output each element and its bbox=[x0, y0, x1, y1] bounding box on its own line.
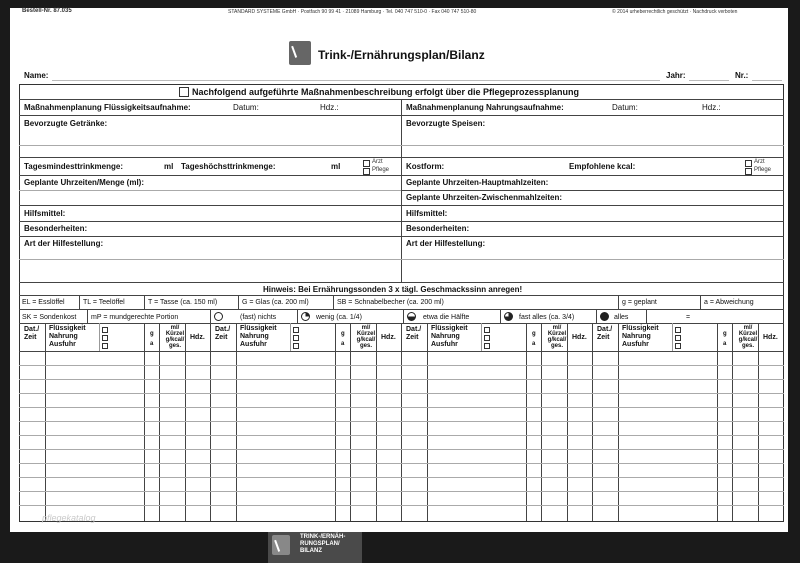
divider bbox=[19, 175, 402, 176]
full-circle-icon bbox=[600, 312, 609, 321]
divider bbox=[210, 309, 211, 324]
fluid-special-label: Besonderheiten: bbox=[24, 224, 88, 233]
writing-line bbox=[401, 259, 784, 260]
col-fluid-food-output: Flüssigkeit Nahrung Ausfuhr bbox=[49, 325, 86, 348]
footer-title-line3: BILANZ bbox=[300, 548, 322, 554]
table-header-line bbox=[19, 351, 784, 352]
food-help-label: Art der Hilfestellung: bbox=[406, 239, 486, 248]
col-g: g bbox=[532, 331, 536, 337]
type-checkbox[interactable] bbox=[293, 343, 299, 349]
col-ml-kcal: ml/ Kürzel g/kcal/ ges. bbox=[547, 325, 567, 349]
legend-all: alles bbox=[614, 314, 629, 321]
food-special-label: Besonderheiten: bbox=[406, 224, 470, 233]
max-fluid-label: Tageshöchsttrinkmenge: bbox=[181, 162, 276, 171]
divider bbox=[238, 295, 239, 309]
probe-hint: Hinweis: Bei Ernährungssonden 3 x tägl. Geschmackssinn anregen! bbox=[263, 285, 523, 294]
divider bbox=[596, 309, 597, 324]
legend-planned: g = geplant bbox=[622, 299, 657, 306]
col-a: a bbox=[150, 341, 154, 347]
col-ml-kcal: ml/ Kürzel g/kcal/ ges. bbox=[165, 325, 185, 349]
divider bbox=[144, 295, 145, 309]
type-checkbox[interactable] bbox=[484, 343, 490, 349]
col-fluid-food-output: Flüssigkeit Nahrung Ausfuhr bbox=[431, 325, 468, 348]
column-line bbox=[290, 323, 291, 351]
column-line bbox=[481, 323, 482, 351]
col-a: a bbox=[723, 341, 727, 347]
col-g: g bbox=[150, 331, 154, 337]
empty-circle-icon bbox=[214, 312, 223, 321]
three-quarter-circle-icon bbox=[504, 312, 513, 321]
col-ml-kcal: ml/ Kürzel g/kcal/ ges. bbox=[738, 325, 758, 349]
type-checkbox[interactable] bbox=[484, 335, 490, 341]
table-row[interactable] bbox=[19, 491, 784, 492]
order-number: Bestell-Nr. 87.035 bbox=[22, 8, 72, 14]
copyright-note: © 2014 urheberrechtlich geschützt · Nachdruck verboten bbox=[612, 9, 738, 15]
legend-almost-all: fast alles (ca. 3/4) bbox=[519, 314, 575, 321]
col-ml-kcal: ml/ Kürzel g/kcal/ ges. bbox=[356, 325, 376, 349]
table-row[interactable] bbox=[19, 435, 784, 436]
column-line bbox=[672, 323, 673, 351]
type-checkbox[interactable] bbox=[102, 327, 108, 333]
fluid-care-checkbox[interactable] bbox=[363, 168, 370, 175]
col-a: a bbox=[341, 341, 345, 347]
col-date-time: Dat./ Zeit bbox=[406, 326, 422, 341]
preferred-drinks-label: Bevorzugte Getränke: bbox=[24, 119, 108, 128]
col-date-time: Dat./ Zeit bbox=[215, 326, 231, 341]
food-doctor-label: Arzt bbox=[754, 159, 765, 165]
legend-nothing: (fast) nichts bbox=[240, 314, 277, 321]
divider bbox=[19, 309, 784, 310]
divider bbox=[79, 295, 80, 309]
food-doctor-checkbox[interactable] bbox=[745, 160, 752, 167]
table-row[interactable] bbox=[19, 393, 784, 394]
process-planning-checkbox[interactable] bbox=[179, 87, 189, 97]
fluid-aids-label: Hilfsmittel: bbox=[24, 209, 66, 218]
divider bbox=[19, 221, 402, 222]
table-row[interactable] bbox=[19, 379, 784, 380]
table-row[interactable] bbox=[19, 365, 784, 366]
column-divider bbox=[401, 99, 402, 283]
main-meals-label: Geplante Uhrzeiten-Hauptmahlzeiten: bbox=[406, 178, 549, 187]
divider bbox=[19, 205, 402, 206]
divider bbox=[403, 309, 404, 324]
col-hdz: Hdz. bbox=[763, 334, 778, 341]
food-date-label: Datum: bbox=[612, 103, 638, 112]
company-info: STANDARD SYSTEME GmbH · Postfach 90 99 41 · 21089 Hamburg · Tel. 040 747 510-0 · Fax 040 747 510-80 bbox=[228, 9, 477, 15]
fluid-date-label: Datum: bbox=[233, 103, 259, 112]
type-checkbox[interactable] bbox=[484, 327, 490, 333]
divider bbox=[19, 115, 402, 116]
col-date-time: Dat./ Zeit bbox=[24, 326, 40, 341]
writing-line bbox=[19, 145, 402, 146]
col-hdz: Hdz. bbox=[572, 334, 587, 341]
legend-sk: SK = Sondenkost bbox=[22, 314, 77, 321]
divider bbox=[500, 309, 501, 324]
legend-g: G = Glas (ca. 200 ml) bbox=[242, 299, 309, 306]
product-logo-icon bbox=[272, 535, 290, 555]
col-hdz: Hdz. bbox=[190, 334, 205, 341]
legend-mp: mP = mundgerechte Portion bbox=[91, 314, 179, 321]
legend-half: etwa die Hälfte bbox=[423, 314, 470, 321]
divider bbox=[19, 295, 784, 296]
divider bbox=[401, 157, 784, 158]
writing-line bbox=[401, 145, 784, 146]
diet-type-label: Kostform: bbox=[406, 162, 445, 171]
type-checkbox[interactable] bbox=[675, 327, 681, 333]
col-fluid-food-output: Flüssigkeit Nahrung Ausfuhr bbox=[240, 325, 277, 348]
legend-deviation: a = Abweichung bbox=[704, 299, 754, 306]
col-hdz: Hdz. bbox=[381, 334, 396, 341]
divider bbox=[333, 295, 334, 309]
number-line[interactable] bbox=[752, 80, 782, 81]
divider bbox=[618, 295, 619, 309]
max-fluid-unit: ml bbox=[331, 162, 341, 171]
table-row[interactable] bbox=[19, 421, 784, 422]
legend-t: T = Tasse (ca. 150 ml) bbox=[148, 299, 218, 306]
col-a: a bbox=[532, 341, 536, 347]
type-checkbox[interactable] bbox=[102, 335, 108, 341]
planned-times-label: Geplante Uhrzeiten/Menge (ml): bbox=[24, 178, 145, 187]
divider bbox=[646, 309, 647, 324]
legend-tl: TL = Teelöffel bbox=[83, 299, 125, 306]
food-planning-heading: Maßnahmenplanung Nahrungsaufnahme: bbox=[406, 103, 564, 112]
table-row[interactable] bbox=[19, 505, 784, 506]
type-checkbox[interactable] bbox=[675, 343, 681, 349]
food-hdz-label: Hdz.: bbox=[702, 103, 721, 112]
divider bbox=[401, 190, 784, 191]
divider bbox=[19, 157, 402, 158]
number-label: Nr.: bbox=[735, 71, 749, 80]
divider bbox=[87, 309, 88, 324]
divider bbox=[19, 236, 402, 237]
divider bbox=[401, 175, 784, 176]
divider bbox=[700, 295, 701, 309]
preferred-food-label: Bevorzugte Speisen: bbox=[406, 119, 486, 128]
column-line bbox=[99, 323, 100, 351]
watermark: pflegekatalog bbox=[42, 513, 96, 523]
divider bbox=[401, 205, 784, 206]
divider bbox=[297, 309, 298, 324]
table-row[interactable] bbox=[19, 477, 784, 478]
fluid-doctor-label: Arzt bbox=[372, 159, 383, 165]
col-g: g bbox=[341, 331, 345, 337]
type-checkbox[interactable] bbox=[102, 343, 108, 349]
min-fluid-label: Tagesmindesttrinkmenge: bbox=[24, 162, 123, 171]
footer-title-line2: RUNGSPLAN/ bbox=[300, 541, 340, 547]
recommended-kcal-label: Empfohlene kcal: bbox=[569, 162, 636, 171]
food-care-label: Pflege bbox=[754, 167, 772, 173]
fluid-doctor-checkbox[interactable] bbox=[363, 160, 370, 167]
process-planning-notice: Nachfolgend aufgeführte Maßnahmenbeschreibung erfolgt über die Pflegeprozessplanung bbox=[192, 87, 580, 97]
divider bbox=[401, 221, 784, 222]
food-aids-label: Hilfsmittel: bbox=[406, 209, 448, 218]
divider bbox=[19, 282, 784, 283]
food-care-checkbox[interactable] bbox=[745, 168, 752, 175]
type-checkbox[interactable] bbox=[293, 335, 299, 341]
fluid-hdz-label: Hdz.: bbox=[320, 103, 339, 112]
page-title: Trink-/Ernährungsplan/Bilanz bbox=[318, 48, 485, 62]
legend-little: wenig (ca. 1/4) bbox=[316, 314, 362, 321]
name-label: Name: bbox=[24, 71, 49, 80]
quarter-circle-icon bbox=[301, 312, 310, 321]
year-line[interactable] bbox=[689, 80, 729, 81]
half-circle-icon bbox=[407, 312, 416, 321]
legend-sb: SB = Schnabelbecher (ca. 200 ml) bbox=[337, 299, 444, 306]
divider bbox=[401, 236, 784, 237]
type-checkbox[interactable] bbox=[675, 335, 681, 341]
col-fluid-food-output: Flüssigkeit Nahrung Ausfuhr bbox=[622, 325, 659, 348]
col-date-time: Dat./ Zeit bbox=[597, 326, 613, 341]
table-row[interactable] bbox=[19, 463, 784, 464]
writing-line bbox=[19, 190, 402, 191]
divider bbox=[401, 115, 784, 116]
name-line[interactable] bbox=[52, 80, 660, 81]
fluid-help-label: Art der Hilfestellung: bbox=[24, 239, 104, 248]
fluid-care-label: Pflege bbox=[372, 167, 390, 173]
legend-equals: = bbox=[686, 314, 691, 321]
year-label: Jahr: bbox=[666, 71, 686, 80]
table-row[interactable] bbox=[19, 449, 784, 450]
col-g: g bbox=[723, 331, 727, 337]
legend-el: EL = Esslöffel bbox=[22, 299, 65, 306]
brand-logo-icon bbox=[289, 41, 311, 65]
min-fluid-unit: ml bbox=[164, 162, 174, 171]
writing-line bbox=[19, 259, 402, 260]
footer-title-line1: TRINK-/ERNÄH- bbox=[300, 534, 346, 540]
type-checkbox[interactable] bbox=[293, 327, 299, 333]
snacks-label: Geplante Uhrzeiten-Zwischenmahlzeiten: bbox=[406, 193, 563, 202]
fluid-planning-heading: Maßnahmenplanung Flüssigkeitsaufnahme: bbox=[24, 103, 191, 112]
table-row[interactable] bbox=[19, 407, 784, 408]
